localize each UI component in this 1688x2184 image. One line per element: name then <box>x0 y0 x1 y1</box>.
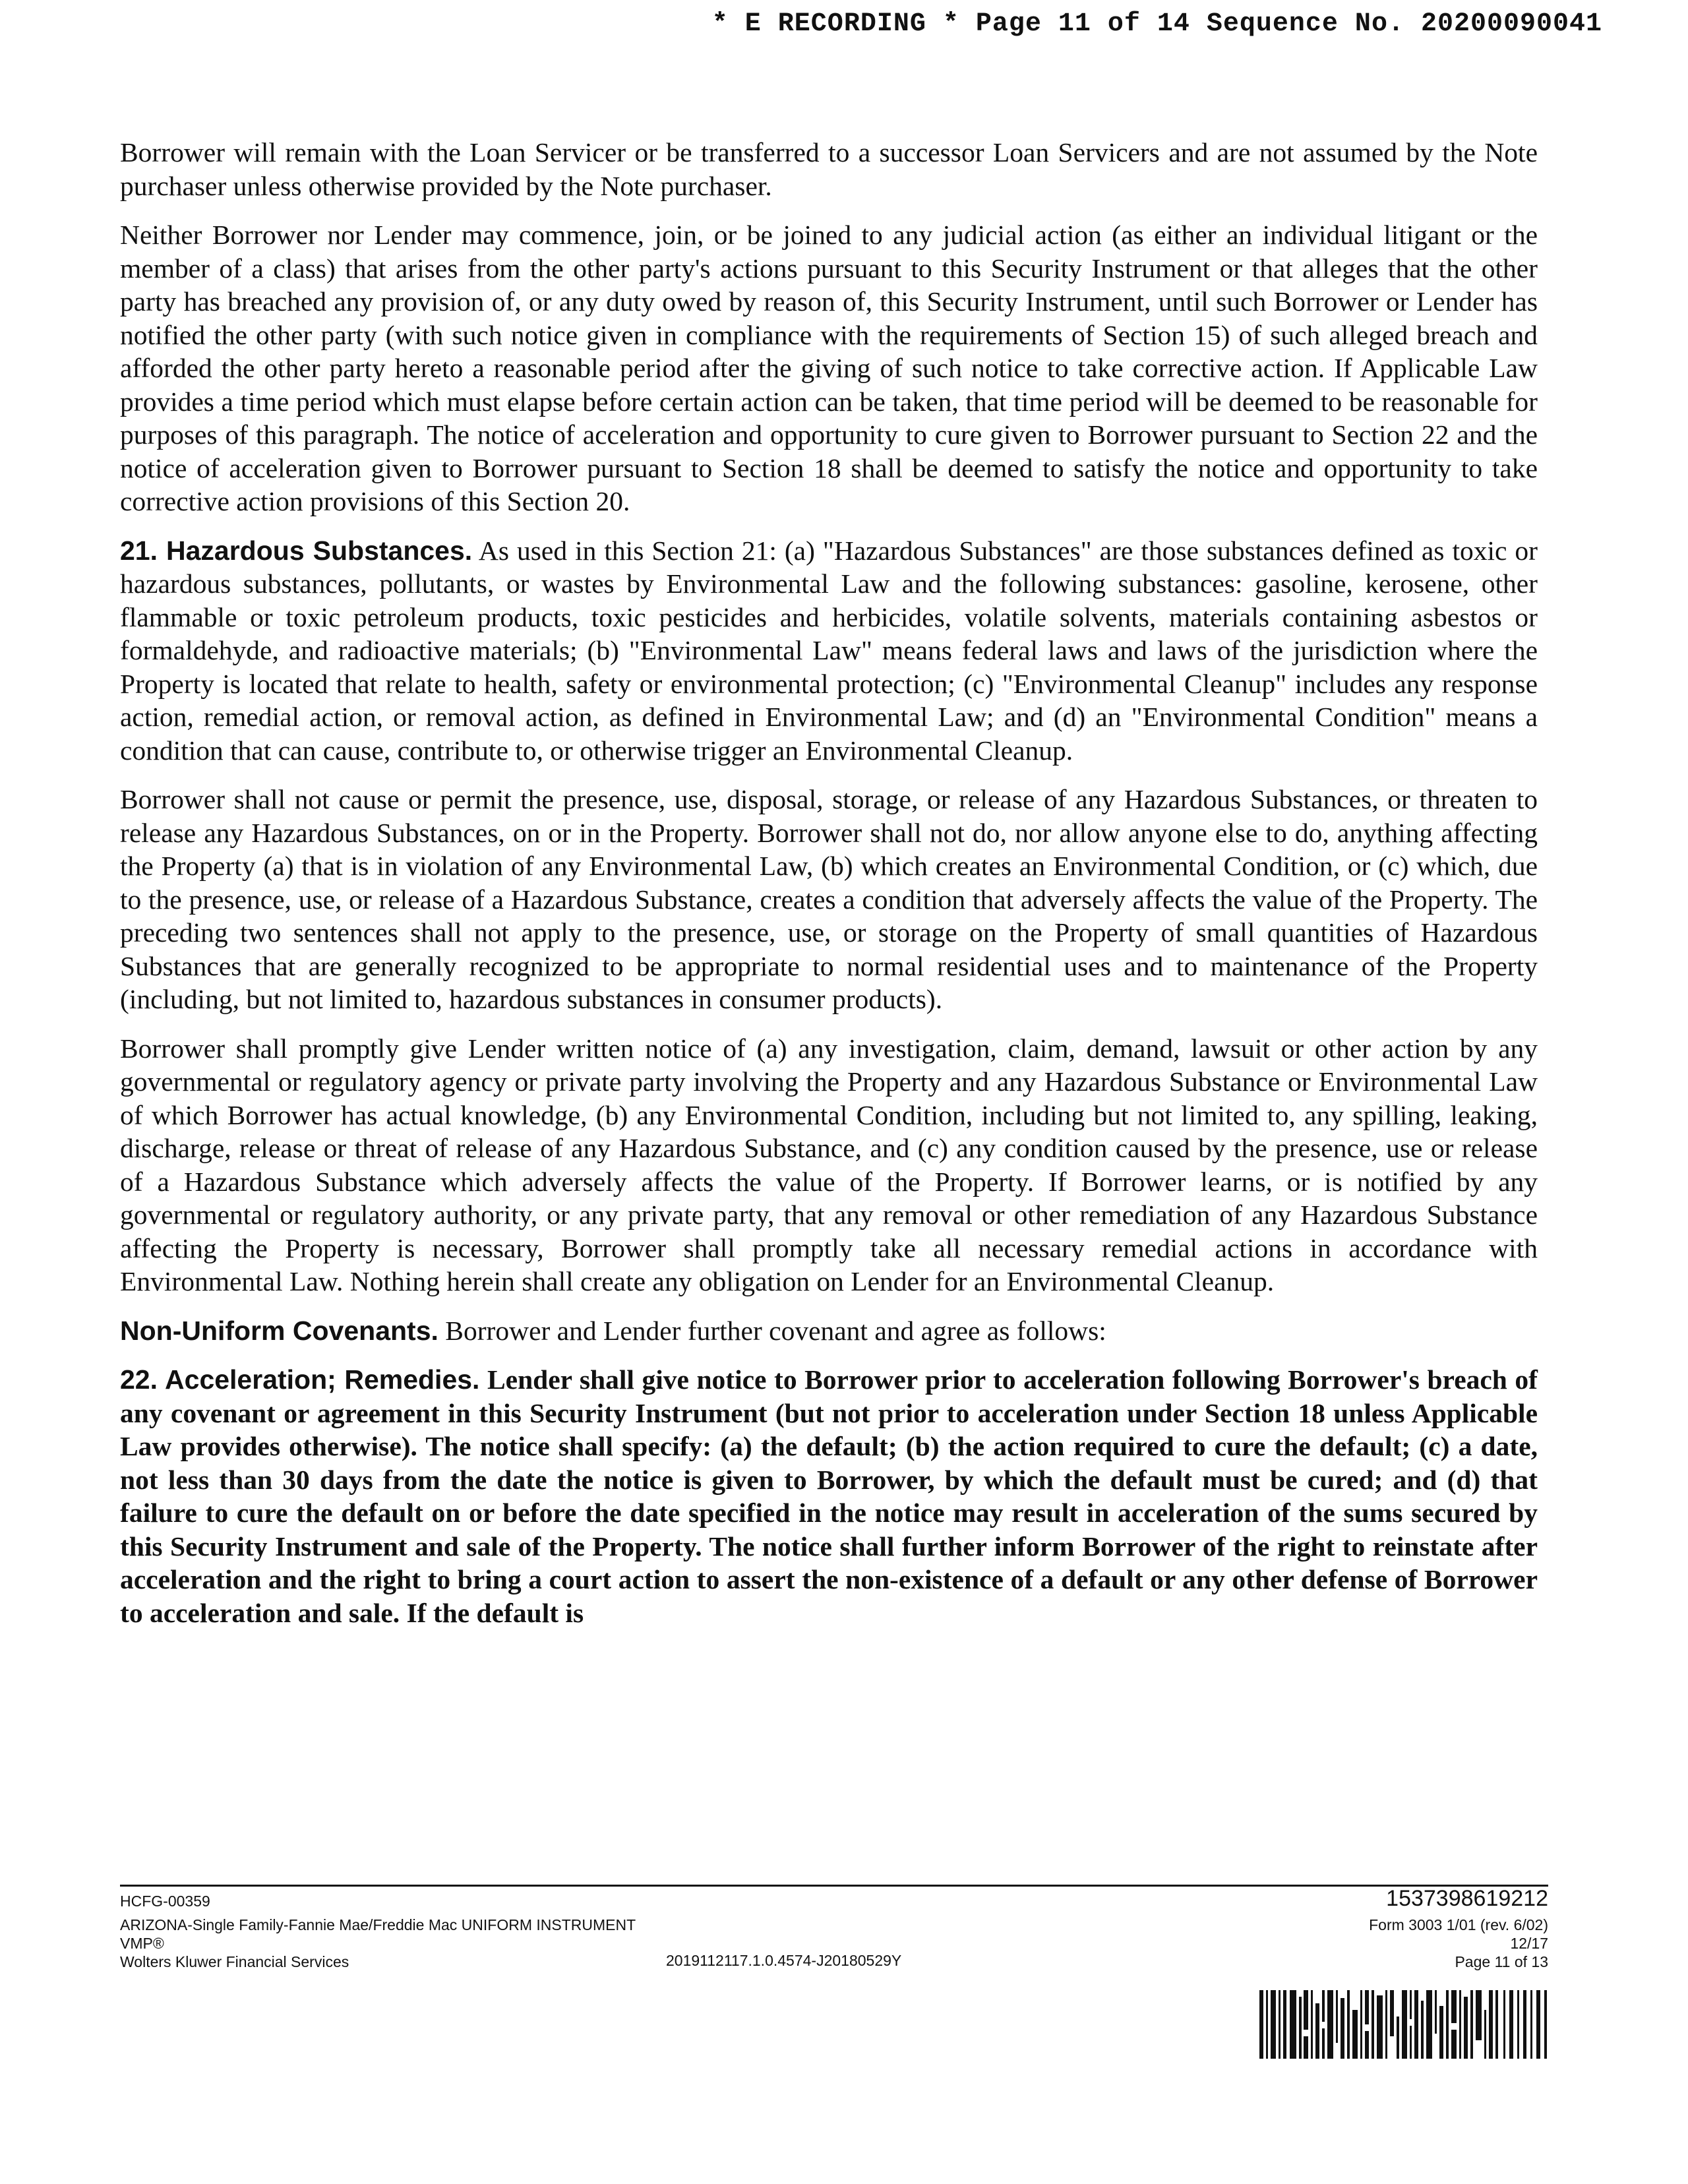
document-body <box>120 136 1538 1645</box>
non-uniform-heading: Non-Uniform Covenants. <box>120 1315 438 1346</box>
barcode-icon <box>1259 1990 1548 2059</box>
page-number: Page 11 of 13 <box>1455 1953 1548 1970</box>
paragraph-judicial-action: Neither Borrower nor Lender may commence, join, or be joined to any judicial action (as either an individual litigant or the member of a class) that arises from the other party's actions pursuant to this Security Instrument or that alleges that the other party has breached any provision of, or any duty owed by reason of, this Security Instrument, until such Borrower or Lender has notified the other party (with such notice given in compliance with the requirements of Section 15) of such alleged breach and afforded the other party hereto a reasonable period after the giving of such notice to take corrective action. If Applicable Law provides a time period which must elapse before certain action can be taken, that time period will be deemed to be reasonable for purposes of this paragraph. The notice of acceleration and opportunity to cure given to Borrower pursuant to Section 22 and the notice of acceleration given to Borrower pursuant to Section 18 shall be deemed to satisfy the notice and opportunity to take corrective action provisions of this Section 20. <box>120 220 1538 516</box>
paragraph-hazardous-presence: Borrower shall not cause or permit the presence, use, disposal, storage, or release of any Hazardous Substances, or threaten to release any Hazardous Substances, on or in the Property. Borrower shall not do, nor allow anyone else to do, anything affecting the Property (a) that is in violation of any Environmental Law, (b) which creates an Environmental Condition, or (c) which, due to the presence, use, or release of a Hazardous Substance, creates a condition that adversely affects the value of the Property. The preceding two sentences shall not apply to the presence, use, or storage on the Property of small quantities of Hazardous Substances that are generally recognized to be appropriate to normal residential uses and to maintenance of the Property (including, but not limited to, hazardous substances in consumer products). <box>120 784 1538 1014</box>
footer-form-title: ARIZONA-Single Family-Fannie Mae/Freddie Mac UNIFORM INSTRUMENT <box>120 1916 636 1933</box>
footer-vmp: VMP® <box>120 1935 164 1952</box>
section-22 <box>120 1363 1538 1629</box>
form-revision: 12/17 <box>1510 1935 1548 1952</box>
non-uniform-text: Borrower and Lender further covenant and agree as follows: <box>445 1315 1106 1346</box>
recording-stamp: * E RECORDING * Page 11 of 14 Sequence No. 20200090041 <box>711 9 1602 39</box>
section-21-text: As used in this Section 21: (a) "Hazardous Substances" are those substances defined as toxic or hazardous substances, pollutants, or wastes by Environmental Law and the following substances: gasoline, kerosene, other flammable or toxic petroleum products, toxic pesticides and herbicides, volatile solvents, materials containing asbestos or formaldehyde, and radioactive materials; (b) "Environmental Law" means federal laws and laws of the jurisdiction where the Property is located that relate to health, safety or environmental protection; (c) "Environmental Cleanup" includes any response action, remedial action, or removal action, as defined in Environmental Law; and (d) an "Environmental Condition" means a condition that can cause, contribute to, or otherwise trigger an Environmental Cleanup. <box>120 535 1538 766</box>
footer-publisher: Wolters Kluwer Financial Services <box>120 1953 349 1970</box>
loan-number: 1537398619212 <box>1386 1886 1548 1911</box>
footer-code: HCFG-00359 <box>120 1893 210 1910</box>
paragraph-loan-servicer: Borrower will remain with the Loan Servicer or be transferred to a successor Loan Servicers and are not assumed by the Note purchaser unless otherwise provided by the Note purchaser. <box>120 137 1538 201</box>
section-22-text: Lender shall give notice to Borrower prior to acceleration following Borrower's breach of any covenant or agreement in this Security Instrument (but not prior to acceleration under Section 18 unless Applicable Law provides otherwise). The notice shall specify: (a) the default; (b) the action required to cure the default; (c) a date, not less than 30 days from the date the notice is given to Borrower, by which the default must be cured; and (d) that failure to cure the default on or before the date specified in the notice may result in acceleration of the sums secured by this Security Instrument and sale of the Property. The notice shall further inform Borrower of the right to reinstate after acceleration and the right to bring a court action to assert the non-existence of a default or any other defense of Borrower to acceleration and sale. If the default is <box>120 1364 1538 1628</box>
form-number: Form 3003 1/01 (rev. 6/02) <box>1369 1916 1548 1933</box>
section-21 <box>120 534 1538 768</box>
footer-divider <box>120 1885 1548 1887</box>
non-uniform-covenants <box>120 1314 1538 1348</box>
section-21-heading: 21. Hazardous Substances. <box>120 535 473 566</box>
paragraph-hazardous-notice: Borrower shall promptly give Lender written notice of (a) any investigation, claim, demand, lawsuit or other action by any governmental or regulatory agency or private party involving the Property and any Hazardous Substance or Environmental Law of which Borrower has actual knowledge, (b) any Environmental Condition, including but not limited to, any spilling, leaking, discharge, release or threat of release of any Hazardous Substance, and (c) any condition caused by the presence, use or release of a Hazardous Substance which adversely affects the value of the Property. If Borrower learns, or is notified by any governmental or regulatory authority, or any private party, that any removal or other remediation of any Hazardous Substance affecting the Property is necessary, Borrower shall promptly take all necessary remedial actions in accordance with Environmental Law. Nothing herein shall create any obligation on Lender for an Environmental Cleanup. <box>120 1033 1538 1296</box>
footer-doc-id: 2019112117.1.0.4574-J20180529Y <box>666 1952 902 1969</box>
section-22-heading: 22. Acceleration; Remedies. <box>120 1364 480 1395</box>
